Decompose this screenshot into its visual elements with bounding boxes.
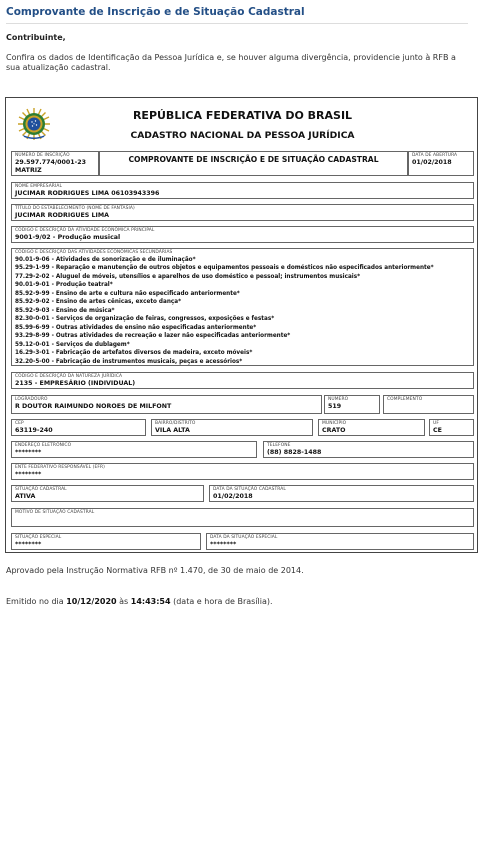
numero-value: 519 xyxy=(328,402,342,410)
atividade-secundaria-item: 85.92-9-03 - Ensino de música* xyxy=(15,307,115,314)
fantasia-label: TÍTULO DO ESTABELECIMENTO (NOME DE FANTASIA) xyxy=(15,206,135,211)
nome-value: JUCIMAR RODRIGUES LIMA 06103943396 xyxy=(15,189,160,197)
especial-value: ******** xyxy=(15,540,42,548)
bairro-box xyxy=(151,419,313,436)
atividade-secundaria-item: 90.01-9-06 - Atividades de sonorização e de iluminação* xyxy=(15,256,196,263)
inscricao-label: NÚMERO DE INSCRIÇÃO xyxy=(15,153,70,158)
data-situacao-label: DATA DA SITUAÇÃO CADASTRAL xyxy=(213,487,286,492)
nome-label: NOME EMPRESARIAL xyxy=(15,184,63,189)
efr-value: ******** xyxy=(15,470,42,478)
comprovante-title-box xyxy=(99,151,408,176)
email-label: ENDEREÇO ELETRÔNICO xyxy=(15,443,72,448)
greeting: Contribuinte, xyxy=(6,33,66,42)
atividade-secundaria-item: 85.92-9-99 - Ensino de arte e cultura não especificado anteriormente* xyxy=(15,290,240,297)
atividade-secundaria-item: 85.99-6-99 - Outras atividades de ensino não especificadas anteriormente* xyxy=(15,324,257,331)
abertura-box xyxy=(408,151,474,176)
uf-box xyxy=(429,419,474,436)
uf-value: CE xyxy=(433,426,442,434)
atividade-secundaria-item: 95.29-1-99 - Reparação e manutenção de outros objetos e equipamentos pessoais e domésticos não especificados anteriormente* xyxy=(15,265,434,271)
natureza-box xyxy=(11,372,474,389)
data-situacao-value: 01/02/2018 xyxy=(213,492,253,500)
telefone-value: (88) 8828-1488 xyxy=(267,448,322,456)
municipio-label: MUNICÍPIO xyxy=(322,421,347,426)
emitted-prefix: Emitido no dia xyxy=(6,597,64,606)
atividade-secundaria-item: 85.92-9-02 - Ensino de artes cênicas, exceto dança* xyxy=(15,299,182,305)
approval-note: Aprovado pela Instrução Normativa RFB nº 1.470, de 30 de maio de 2014. xyxy=(6,566,304,575)
fantasia-box xyxy=(11,204,474,221)
efr-label: ENTE FEDERATIVO RESPONSÁVEL (EFR) xyxy=(15,465,105,470)
atividade-principal-box xyxy=(11,226,474,243)
efr-box xyxy=(11,463,474,480)
cep-box xyxy=(11,419,146,436)
logradouro-label: LOGRADOURO xyxy=(15,397,48,402)
atividade-secundaria-item: 32.20-5-00 - Fabricação de instrumentos musicais, peças e acessórios* xyxy=(15,358,243,365)
emitted-time: 14:43:54 xyxy=(130,597,171,606)
situacao-value: ATIVA xyxy=(15,492,36,500)
atividade-principal-label: CÓDIGO E DESCRIÇÃO DA ATIVIDADE ECONÔMICA PRINCIPAL xyxy=(15,228,155,233)
atividade-secundaria-item: 93.29-8-99 - Outras atividades de recreação e lazer não especificadas anteriormente* xyxy=(15,333,291,339)
atividade-secundaria-item: 59.12-0-01 - Serviços de dublagem* xyxy=(15,341,130,348)
data-especial-box xyxy=(206,533,474,550)
atividade-secundaria-item: 77.29-2-02 - Aluguel de móveis, utensílios e aparelhos de uso doméstico e pessoal; instrumentos musicais* xyxy=(15,273,361,280)
inscricao-box xyxy=(11,151,99,176)
atividade-principal-value: 9001-9/02 - Produção musical xyxy=(15,233,121,241)
numero-box xyxy=(324,395,380,414)
cep-label: CEP xyxy=(15,421,24,426)
emission-note xyxy=(6,597,273,606)
page-title: Comprovante de Inscrição e de Situação Cadastral xyxy=(6,6,468,24)
comprovante-title: COMPROVANTE DE INSCRIÇÃO E DE SITUAÇÃO CADASTRAL xyxy=(128,155,379,164)
logradouro-value: R DOUTOR RAIMUNDO NOROES DE MILFONT xyxy=(15,402,172,410)
inscricao-value: 29.597.774/0001-23 xyxy=(15,158,87,166)
inscricao-type: MATRIZ xyxy=(15,166,42,174)
situacao-box xyxy=(11,485,204,502)
data-especial-label: DATA DA SITUAÇÃO ESPECIAL xyxy=(210,535,278,540)
motivo-label: MOTIVO DE SITUAÇÃO CADASTRAL xyxy=(15,510,95,515)
atividades-secundarias-label: CÓDIGO E DESCRIÇÃO DAS ATIVIDADES ECONÔMICAS SECUNDÁRIAS xyxy=(15,250,173,255)
bairro-value: VILA ALTA xyxy=(155,426,190,434)
complemento-label: COMPLEMENTO xyxy=(387,397,423,402)
republic-title: REPÚBLICA FEDERATIVA DO BRASIL xyxy=(132,109,353,122)
abertura-label: DATA DE ABERTURA xyxy=(412,153,458,158)
uf-label: UF xyxy=(433,421,439,426)
atividade-secundaria-item: 90.01-9-01 - Produção teatral* xyxy=(15,282,113,288)
cnpj-title: CADASTRO NACIONAL DA PESSOA JURÍDICA xyxy=(130,130,355,141)
situacao-label: SITUAÇÃO CADASTRAL xyxy=(15,487,67,492)
email-value: ******** xyxy=(15,448,42,456)
abertura-value: 01/02/2018 xyxy=(412,158,452,166)
atividade-secundaria-item: 16.29-3-01 - Fabricação de artefatos diversos de madeira, exceto móveis* xyxy=(15,350,253,356)
certificate-panel xyxy=(5,97,478,553)
natureza-label: CÓDIGO E DESCRIÇÃO DA NATUREZA JURÍDICA xyxy=(15,374,123,379)
nome-box xyxy=(11,182,474,199)
data-especial-value: ******** xyxy=(210,540,237,548)
natureza-value: 2135 - EMPRESÁRIO (INDIVIDUAL) xyxy=(15,379,136,387)
telefone-label: TELEFONE xyxy=(267,443,291,448)
cep-value: 63119-240 xyxy=(15,426,53,434)
emitted-mid: às xyxy=(119,597,129,606)
motivo-box xyxy=(11,508,474,527)
numero-label: NÚMERO xyxy=(328,397,349,402)
data-situacao-box xyxy=(209,485,474,502)
emitted-date: 10/12/2020 xyxy=(66,597,117,606)
intro-text: Confira os dados de Identificação da Pessoa Jurídica e, se houver alguma divergência, providencie junto à RFB a sua atualização cadastral. xyxy=(6,53,456,72)
atividade-secundaria-item: 82.30-0-01 - Serviços de organização de feiras, congressos, exposições e festas* xyxy=(15,316,275,322)
municipio-value: CRATO xyxy=(322,426,346,434)
telefone-box xyxy=(263,441,474,458)
logradouro-box xyxy=(11,395,322,414)
especial-label: SITUAÇÃO ESPECIAL xyxy=(15,535,62,540)
fantasia-value: JUCIMAR RODRIGUES LIMA xyxy=(15,211,110,219)
especial-box xyxy=(11,533,201,550)
municipio-box xyxy=(318,419,425,436)
complemento-box xyxy=(383,395,474,414)
emitted-suffix: (data e hora de Brasília). xyxy=(173,597,273,606)
email-box xyxy=(11,441,257,458)
bairro-label: BAIRRO/DISTRITO xyxy=(155,421,196,426)
atividades-secundarias-box xyxy=(11,248,474,366)
